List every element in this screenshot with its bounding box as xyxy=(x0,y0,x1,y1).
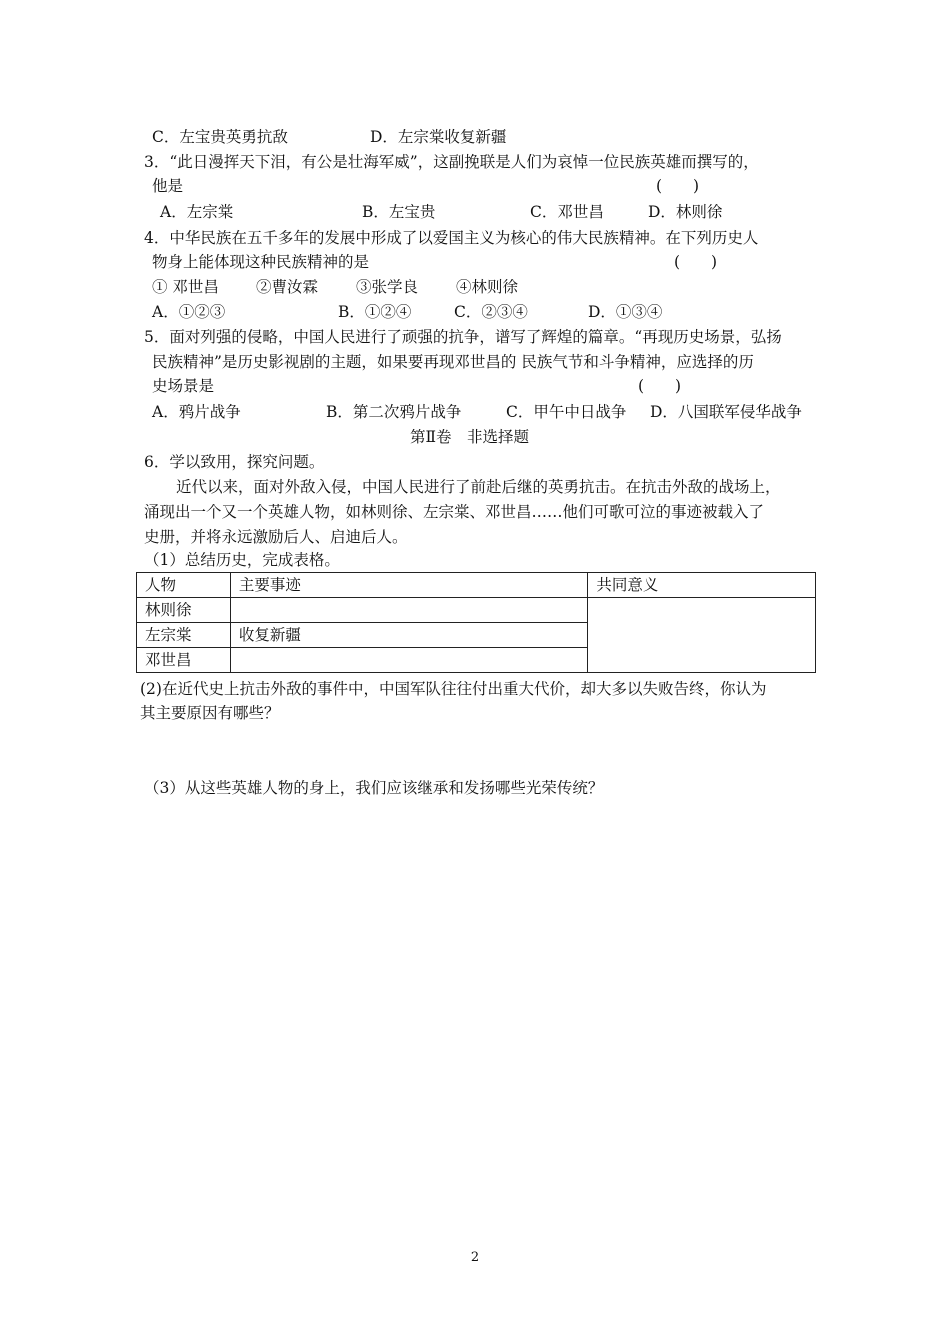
q4-item-2: ②曹汝霖 xyxy=(256,278,319,296)
q4-answer-paren: ( ) xyxy=(674,253,718,271)
q4-stem-line1: 4．中华民族在五千多年的发展中形成了以爱国主义为核心的伟大民族精神。在下列历史人 xyxy=(144,229,759,247)
q2-option-c: C．左宝贵英勇抗敌 xyxy=(152,128,288,146)
table-row xyxy=(137,598,816,623)
q6-passage-line2: 涌现出一个又一个英雄人物，如林则徐、左宗棠、邓世昌……他们可歌可泣的事迹被载入了 xyxy=(144,503,765,521)
page-number: 2 xyxy=(470,1250,480,1265)
section-2-title: 第Ⅱ卷 非选择题 xyxy=(410,428,530,446)
table-header-row xyxy=(137,573,816,598)
q6-title: 6．学以致用，探究问题。 xyxy=(144,453,325,471)
heroes-table xyxy=(136,572,816,673)
q5-answer-paren: ( ) xyxy=(638,377,682,395)
q5-stem-line2: 民族精神”是历史影视剧的主题，如果要再现邓世昌的 民族气节和斗争精神，应选择的历 xyxy=(152,353,754,371)
q3-option-b: B．左宝贵 xyxy=(362,203,436,221)
q6-passage-line1: 近代以来，面对外敌入侵，中国人民进行了前赴后继的英勇抗击。在抗击外敌的战场上， xyxy=(176,478,781,496)
q3-stem-line1: 3．“此日漫挥天下泪，有公是壮海军威”，这副挽联是人们为哀悼一位民族英雄而撰写的， xyxy=(144,153,759,171)
q5-option-d: D．八国联军侵华战争 xyxy=(650,403,802,421)
q3-stem-line2: 他是 xyxy=(152,177,184,195)
row-deed: 收复新疆 xyxy=(230,623,587,648)
q5-stem-line3: 史场景是 xyxy=(152,377,215,395)
q2-option-d: D．左宗棠收复新疆 xyxy=(370,128,507,146)
q4-option-b: B．①②④ xyxy=(338,303,412,321)
row-person: 林则徐 xyxy=(137,598,231,623)
q3-option-d: D．林则徐 xyxy=(648,203,723,221)
header-meaning: 共同意义 xyxy=(588,573,816,598)
row-person: 邓世昌 xyxy=(137,648,231,673)
q4-option-a: A．①②③ xyxy=(152,303,226,321)
q5-stem-line1: 5．面对列强的侵略，中国人民进行了顽强的抗争，谱写了辉煌的篇章。“再现历史场景，弘扬 xyxy=(144,328,782,346)
q6-sub3: （3）从这些英雄人物的身上，我们应该继承和发扬哪些光荣传统？ xyxy=(144,779,604,797)
q6-sub2-line1: (2)在近代史上抗击外敌的事件中，中国军队往往付出重大代价，却大多以失败告终，你认为 xyxy=(140,680,767,698)
q6-passage-line3: 史册，并将永远激励后人、启迪后人。 xyxy=(144,528,408,546)
q3-option-a: A．左宗棠 xyxy=(160,203,234,221)
row-deed-answer-cell[interactable] xyxy=(230,648,587,673)
q5-option-a: A．鸦片战争 xyxy=(152,403,241,421)
header-deed: 主要事迹 xyxy=(230,573,587,598)
row-deed-answer-cell[interactable] xyxy=(230,598,587,623)
q4-stem-line2: 物身上能体现这种民族精神的是 xyxy=(152,253,370,271)
q5-option-b: B．第二次鸦片战争 xyxy=(326,403,462,421)
q4-item-1: ① 邓世昌 xyxy=(152,278,219,296)
q4-item-4: ④林则徐 xyxy=(456,278,519,296)
meaning-answer-cell[interactable] xyxy=(588,598,816,673)
row-person: 左宗棠 xyxy=(137,623,231,648)
q4-option-c: C．②③④ xyxy=(454,303,528,321)
q4-item-3: ③张学良 xyxy=(356,278,419,296)
q6-sub1: （1）总结历史，完成表格。 xyxy=(144,551,340,569)
q4-option-d: D．①③④ xyxy=(588,303,663,321)
q5-option-c: C．甲午中日战争 xyxy=(506,403,627,421)
header-person: 人物 xyxy=(137,573,231,598)
q3-answer-paren: ( ) xyxy=(656,177,700,195)
q3-option-c: C．邓世昌 xyxy=(530,203,604,221)
q6-sub2-line2: 其主要原因有哪些？ xyxy=(140,704,280,722)
